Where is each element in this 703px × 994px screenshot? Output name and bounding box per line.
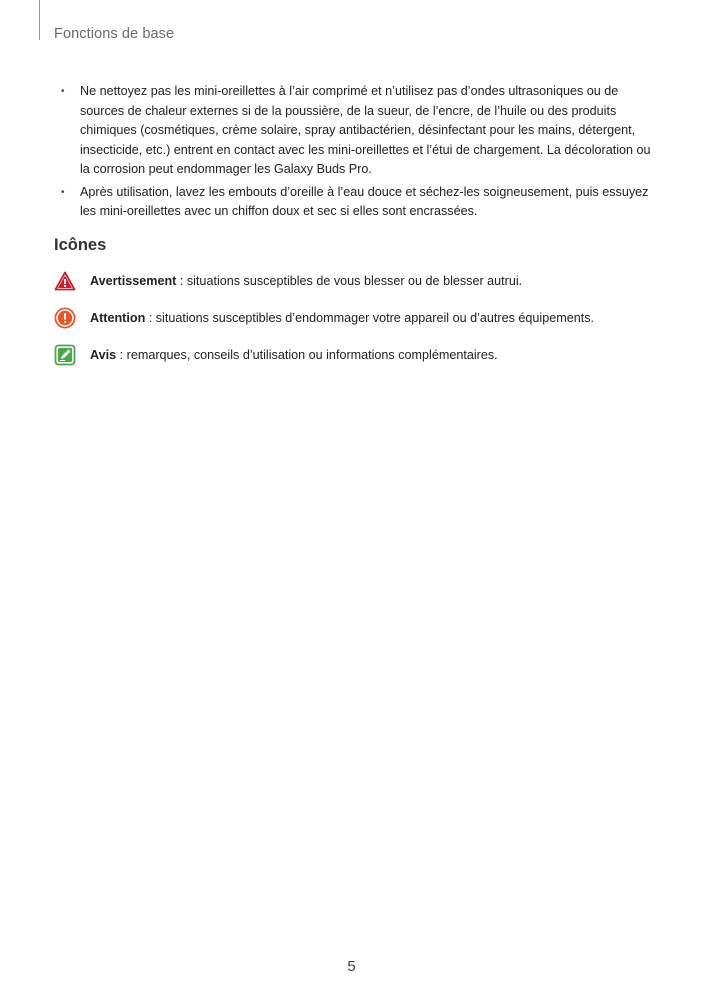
caution-circle-icon: [54, 307, 76, 329]
icon-legend-description: : situations susceptibles d’endommager votre appareil ou d’autres équipements.: [145, 311, 594, 325]
bullet-marker: •: [61, 186, 65, 198]
icon-legend-text: [90, 272, 522, 290]
icon-legend-warning: [54, 270, 674, 292]
care-instructions-list: [56, 82, 654, 225]
warning-triangle-icon: [54, 270, 76, 292]
icon-legend-term: Avertissement: [90, 274, 177, 288]
page-header-title: Fonctions de base: [54, 26, 175, 42]
icon-legend-term: Attention: [90, 311, 146, 325]
icon-legend-text: [90, 346, 498, 364]
icon-legend-description: : remarques, conseils d’utilisation ou informations complémentaires.: [116, 348, 498, 362]
list-item: [56, 82, 654, 180]
icon-legend-description: : situations susceptibles de vous blesser ou de blesser autrui.: [176, 274, 523, 288]
icon-legend-note: [54, 344, 674, 366]
list-item: [56, 183, 654, 222]
bullet-text: Ne nettoyez pas les mini-oreillettes à l’air comprimé et n’utilisez pas d’ondes ultrasoniques ou de sources de chaleur externes si de la poussière, de la sueur, de l’encre, de l’huile ou des produits chimiques (cosmétiques, crème solaire, spray antibactérien, désinfectant pour les mains, détergent, insecticide, etc.) entrent en contact avec les mini-oreillettes et l’étui de chargement. La décoloration ou la corrosion peut endommager les Galaxy Buds Pro.: [80, 84, 651, 176]
note-pencil-icon: [54, 344, 76, 366]
bullet-text: Après utilisation, lavez les embouts d’oreille à l’eau douce et séchez-les soigneusement, puis essuyez les mini-oreillettes avec un chiffon doux et sec si elles sont encrassées.: [80, 184, 649, 218]
icon-legend-caution: [54, 307, 674, 329]
icons-section-title: Icônes: [54, 236, 107, 254]
header-divider: [39, 0, 40, 40]
icon-legend-text: [90, 309, 594, 327]
icon-legend-term: Avis: [90, 348, 117, 362]
page-number: 5: [347, 958, 356, 975]
bullet-marker: •: [61, 86, 65, 97]
